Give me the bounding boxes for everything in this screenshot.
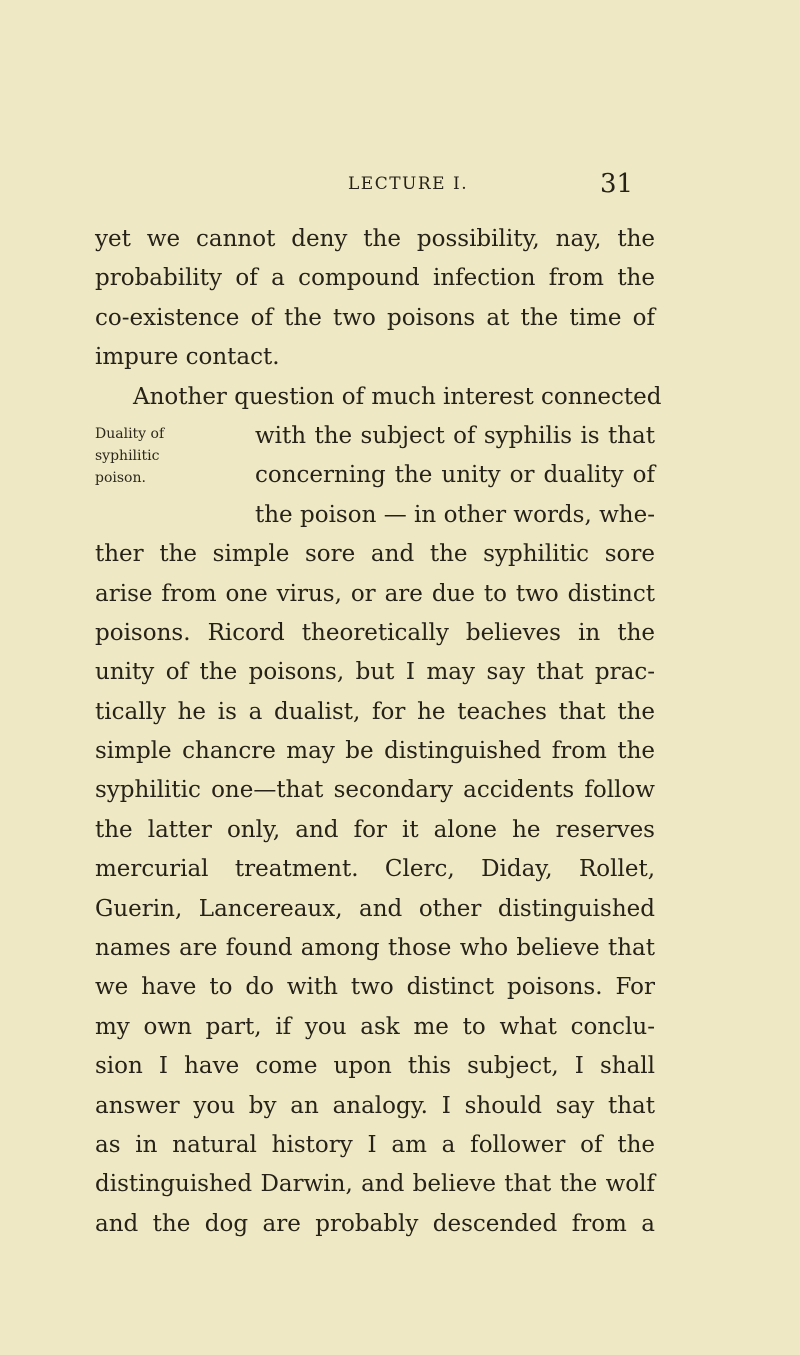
text-line: with the subject of syphilis is that — [255, 422, 655, 449]
page-number: 31 — [600, 169, 634, 199]
text-line: Guerin, Lancereaux, and other distinguished — [95, 895, 655, 922]
text-line: syphilitic one—that secondary accidents follow — [95, 777, 655, 804]
text-line: yet we cannot deny the possibility, nay, the — [95, 226, 655, 252]
margin-note-line: syphilitic — [95, 448, 160, 464]
text-line: tically he is a dualist, for he teaches that the — [95, 698, 655, 725]
text-line: answer you by an analogy. I should say that — [95, 1092, 655, 1119]
text-line: as in natural history I am a follower of the — [95, 1131, 655, 1158]
text-line: names are found among those who believe that — [95, 935, 655, 962]
text-line: probability of a compound infection from the — [95, 265, 655, 292]
text-line: distinguished Darwin, and believe that the wolf — [95, 1171, 655, 1198]
text-line: co-existence of the two poisons at the time of — [95, 304, 655, 331]
text-line: ther the simple sore and the syphilitic sore — [95, 541, 655, 568]
text-line: poisons. Ricord theoretically believes in the — [95, 619, 655, 646]
text-line: sion I have come upon this subject, I shall — [95, 1053, 655, 1080]
text-line: concerning the unity or duality of — [255, 462, 655, 489]
text-line: arise from one virus, or are due to two distinct — [95, 580, 655, 607]
text-line: my own part, if you ask me to what conclu- — [95, 1013, 655, 1040]
text-line: we have to do with two distinct poisons. For — [95, 974, 655, 1001]
running-head: LECTURE I. — [348, 174, 469, 194]
text-line: mercurial treatment. Clerc, Diday, Rollet, — [95, 856, 655, 883]
body-text — [95, 220, 662, 1244]
text-line: impure contact. — [95, 344, 280, 371]
text-line: the poison — in other words, whe- — [255, 501, 655, 528]
text-line: simple chancre may be distinguished from the — [95, 738, 655, 765]
text-line: the latter only, and for it alone he reserves — [95, 816, 655, 843]
text-line: unity of the poisons, but I may say that prac- — [95, 659, 655, 686]
page-header — [0, 169, 800, 200]
margin-note-line: poison. — [95, 470, 146, 486]
text-line: and the dog are probably descended from a — [95, 1210, 655, 1237]
text-line: Another question of much interest connected — [133, 383, 662, 410]
margin-note-line: Duality of — [95, 426, 165, 442]
